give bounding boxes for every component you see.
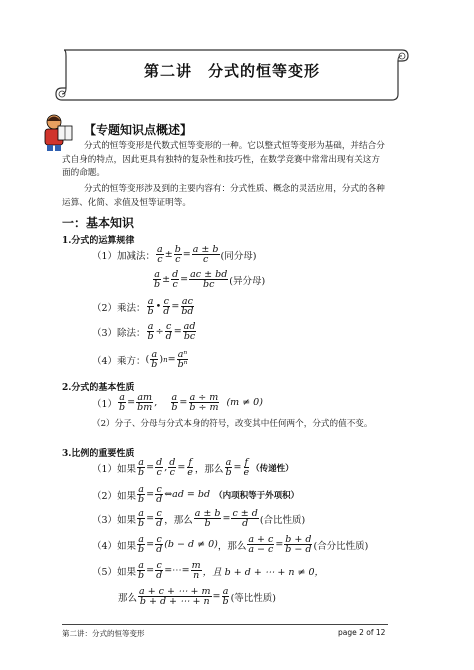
ratio-3-then: ，那么 bbox=[164, 514, 193, 526]
ratio-4-then: ，那么 bbox=[217, 540, 247, 552]
formula-basic-property: （1） $\frac{a}{b}$ = $\frac{am}{bm}$ , $\frac{a}{b}$ = $\frac{a \div m}{b \div m}$ (m ≠ 0) bbox=[92, 392, 263, 413]
footer-divider bbox=[62, 624, 388, 625]
overview-heading: 【专题知识点概述】 bbox=[84, 123, 193, 137]
overview-paragraph-1: 分式的恒等变形是代数式恒等变形的一种。它以整式恒等变形为基础，并结合分式自身的特点，因此更具有独特的复杂性和技巧性，在数学竞赛中常常出现有关这方面的命题。 bbox=[62, 141, 385, 178]
same-denominator-note: (同分母) bbox=[220, 250, 257, 262]
section-operation-rules: 1.分式的运算规律 bbox=[62, 236, 135, 246]
ratio-transitivity: （1）如果 $\frac{a}{b}$ = $\frac{d}{c}$ , $\frac{d}{c}$ = $\frac{f}{e}$ ，那么 $\frac{a}{b}$ = $\frac{f}{e}$ （传递性） bbox=[92, 457, 294, 478]
page-title: 第二讲 分式的恒等变形 bbox=[143, 62, 320, 80]
ratio-3-label: （3）如果 bbox=[92, 514, 137, 526]
ratio-4-condition: (b − d ≠ 0) bbox=[164, 539, 218, 550]
multiply-label: （2）乘法： bbox=[92, 302, 146, 314]
ratio-equal-ratio-result: 那么 $\frac{a + c + \cdots + m}{b + d + \cdots + n}$ = $\frac{a}{b}$ (等比性质) bbox=[118, 586, 276, 607]
property-1-label: （1） bbox=[92, 398, 118, 410]
formula-power: （4）乘方： ( $\frac{a}{b}$ ) n = $\frac{\text{aⁿ}}{\text{bⁿ}}$ bbox=[92, 349, 188, 370]
overview-paragraph-2: 分式的恒等变形涉及到的主要内容有：分式性质、概念的灵活应用，分式的各种运算、化简、求值及恒等证明等。 bbox=[62, 184, 385, 208]
ratio-5-condition: ，且 b + d + ⋯ + n ≠ 0， bbox=[202, 566, 324, 578]
diff-denominator-note: (异分母) bbox=[229, 275, 266, 287]
ratio-4-note: (合分比性质) bbox=[313, 540, 369, 552]
ratio-composition-division: （4）如果 $\frac{a}{b}$ = $\frac{c}{d}$ (b − d ≠ 0) ，那么 $\frac{a + c}{a - c}$ = $\frac{b + d}{b - d}$ (合分比性质) bbox=[92, 534, 369, 555]
ratio-3-note: (合比性质) bbox=[259, 514, 306, 526]
power-label: （4）乘方： bbox=[92, 355, 146, 367]
formula-multiply: （2）乘法： $\frac{a}{b}$ • $\frac{c}{d}$ = $\frac{ac}{bd}$ bbox=[92, 296, 194, 317]
ratio-2-mid: ⇔ad = bd bbox=[164, 489, 211, 500]
ratio-cross-product: （2）如果 $\frac{a}{b}$ = $\frac{c}{d}$ ⇔ad = bd （内项积等于外项积） bbox=[92, 484, 300, 505]
footer-chapter: 第二讲：分式的恒等变形 bbox=[62, 629, 145, 638]
formula-divide: （3）除法： $\frac{a}{b}$ ÷ $\frac{c}{d}$ = $\frac{ad}{bc}$ bbox=[92, 321, 196, 342]
ratio-5-note: (等比性质) bbox=[230, 592, 276, 604]
ratio-5-label: （5）如果 bbox=[92, 566, 137, 578]
ratio-1-then: ，那么 bbox=[194, 463, 224, 475]
ratio-2-label: （2）如果 bbox=[92, 490, 137, 502]
ratio-5-then: 那么 bbox=[118, 592, 138, 604]
ratio-equal-ratio-condition: （5）如果 $\frac{a}{b}$ = $\frac{c}{d}$ =⋯= $\frac{m}{n}$ ，且 b + d + ⋯ + n ≠ 0， bbox=[92, 560, 324, 581]
footer-page-number: page 2 of 12 bbox=[338, 628, 386, 637]
title-scroll-banner bbox=[52, 44, 412, 102]
section-ratio-properties: 3.比例的重要性质 bbox=[62, 449, 135, 459]
section-basic-properties: 2.分式的基本性质 bbox=[62, 383, 135, 393]
ratio-1-label: （1）如果 bbox=[92, 463, 137, 475]
divide-label: （3）除法： bbox=[92, 327, 146, 339]
formula-add-diff-denominator: $\frac{a}{b}$ ± $\frac{d}{c}$ = $\frac{ac \pm bd}{bc}$ (异分母) bbox=[154, 269, 266, 290]
ratio-1-note: （传递性） bbox=[251, 463, 294, 474]
formula-add-same-denominator: （1）加减法： $\frac{a}{c}$ ± $\frac{b}{c}$ = $\frac{a \pm b}{c}$ (同分母) bbox=[92, 244, 257, 265]
property-2-text: （2）分子、分母与分式本身的符号，改变其中任何两个，分式的值不变。 bbox=[92, 419, 373, 429]
basic-knowledge-heading: 一：基本知识 bbox=[62, 216, 135, 230]
ratio-4-label: （4）如果 bbox=[92, 540, 137, 552]
ratio-2-note: （内项积等于外项积） bbox=[214, 490, 300, 501]
add-label: （1）加减法： bbox=[92, 250, 156, 262]
ratio-composition: （3）如果 $\frac{a}{b}$ = $\frac{c}{d}$ ，那么 $\frac{a \pm b}{b}$ = $\frac{c \pm d}{d}$ (合比性质) bbox=[92, 508, 306, 529]
property-1-condition: (m ≠ 0) bbox=[226, 397, 263, 408]
